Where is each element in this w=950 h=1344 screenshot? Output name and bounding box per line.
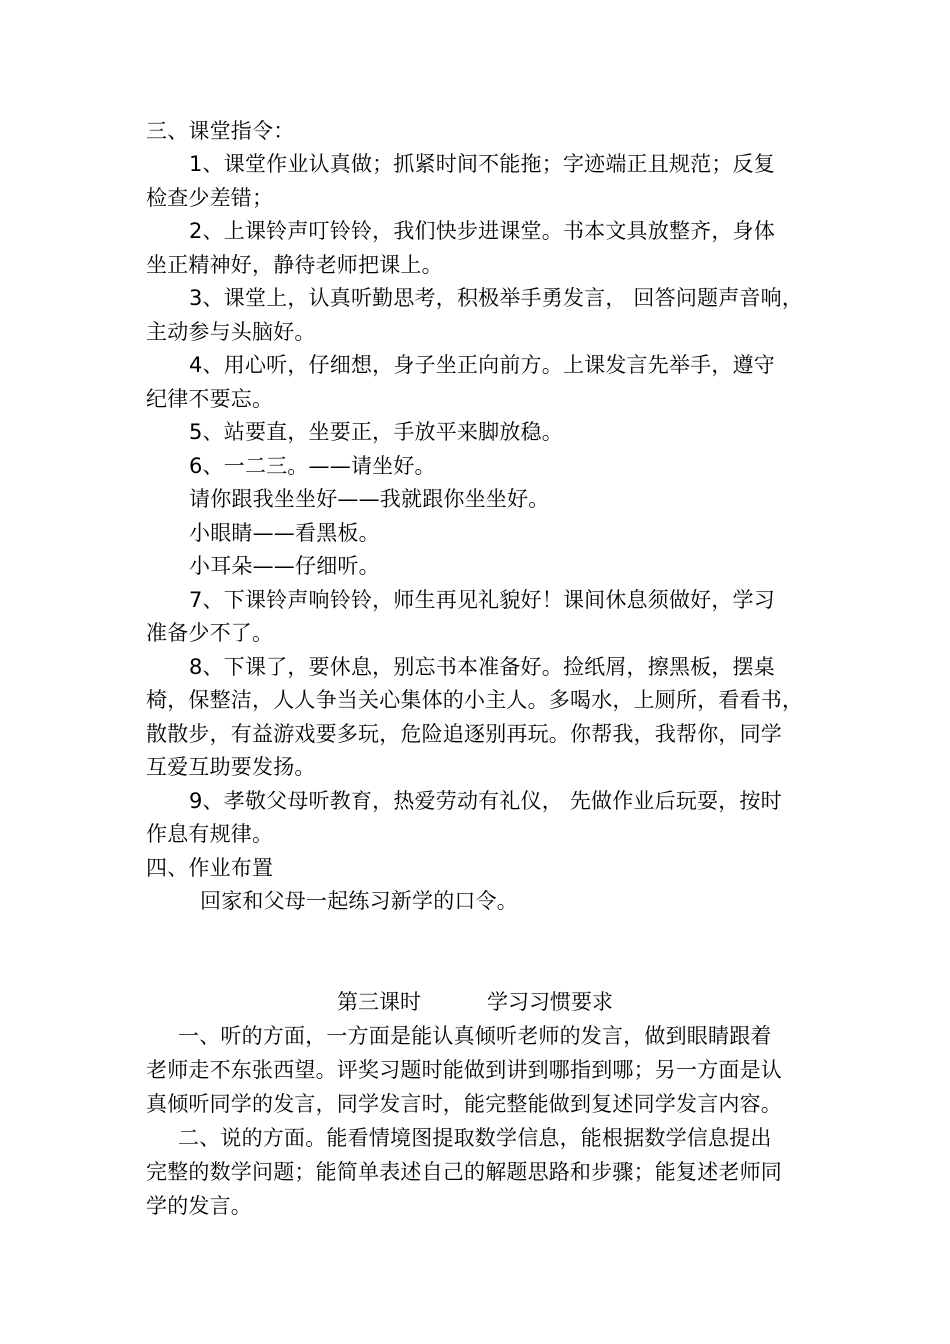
paragraph-line: 1、课堂作业认真做；抓紧时间不能拖；字迹端正且规范；反复: [189, 152, 775, 176]
section-heading-classroom-commands: 三、课堂指令：: [146, 119, 295, 143]
paragraph-line: 2、上课铃声叮铃铃，我们快步进课堂。书本文具放整齐，身体: [189, 219, 775, 243]
paragraph-line: 小眼睛——看黑板。: [189, 521, 380, 545]
paragraph-line: 完整的数学问题；能简单表述自己的解题思路和步骤；能复述老师同: [146, 1160, 782, 1184]
paragraph-line: 5、站要直，坐要正，手放平来脚放稳。: [189, 420, 563, 444]
paragraph-line: 回家和父母一起练习新学的口令。: [200, 889, 518, 913]
paragraph-line: 散散步，有益游戏要多玩，危险追逐别再玩。你帮我，我帮你，同学: [146, 722, 782, 746]
paragraph-line: 6、一二三。——请坐好。: [189, 454, 436, 478]
paragraph-line: 纪律不要忘。: [146, 387, 274, 411]
lesson-title: [0, 985, 950, 1019]
section-heading-homework: 四、作业布置: [146, 856, 274, 880]
paragraph-line: 小耳朵——仔细听。: [189, 554, 380, 578]
paragraph-line: 7、下课铃声响铃铃，师生再见礼貌好！课间休息须做好，学习: [189, 588, 775, 612]
paragraph-line: 准备少不了。: [146, 621, 274, 645]
paragraph-line: 椅，保整洁，人人争当关心集体的小主人。多喝水，上厕所，看看书，: [146, 688, 804, 712]
paragraph-line: 检查少差错；: [146, 186, 274, 210]
paragraph-line: 一、听的方面，一方面是能认真倾听老师的发言，做到眼睛跟着: [178, 1024, 772, 1048]
paragraph-line: 真倾听同学的发言，同学发言时，能完整能做到复述同学发言内容。: [146, 1092, 782, 1116]
paragraph-line: 坐正精神好，静待老师把课上。: [146, 253, 443, 277]
paragraph-line: 4、用心听，仔细想，身子坐正向前方。上课发言先举手，遵守: [189, 353, 775, 377]
lesson-title-part2: 学习习惯要求: [487, 990, 613, 1014]
paragraph-line: 3、课堂上，认真听勤思考，积极举手勇发言， 回答问题声音响，: [189, 286, 804, 310]
paragraph-line: 9、孝敬父母听教育，热爱劳动有礼仪， 先做作业后玩耍，按时: [189, 789, 782, 813]
paragraph-line: 主动参与头脑好。: [146, 320, 316, 344]
paragraph-line: 互爱互助要发扬。: [146, 755, 316, 779]
paragraph-line: 请你跟我坐坐好——我就跟你坐坐好。: [189, 487, 550, 511]
lesson-title-part1: 第三课时: [337, 990, 421, 1014]
paragraph-line: 学的发言。: [146, 1194, 252, 1218]
paragraph-line: 8、下课了，要休息，别忘书本准备好。捡纸屑，擦黑板，摆桌: [189, 655, 775, 679]
paragraph-line: 老师走不东张西望。评奖习题时能做到讲到哪指到哪；另一方面是认: [146, 1058, 782, 1082]
paragraph-line: 二、说的方面。能看情境图提取数学信息，能根据数学信息提出: [178, 1126, 772, 1150]
paragraph-line: 作息有规律。: [146, 822, 274, 846]
